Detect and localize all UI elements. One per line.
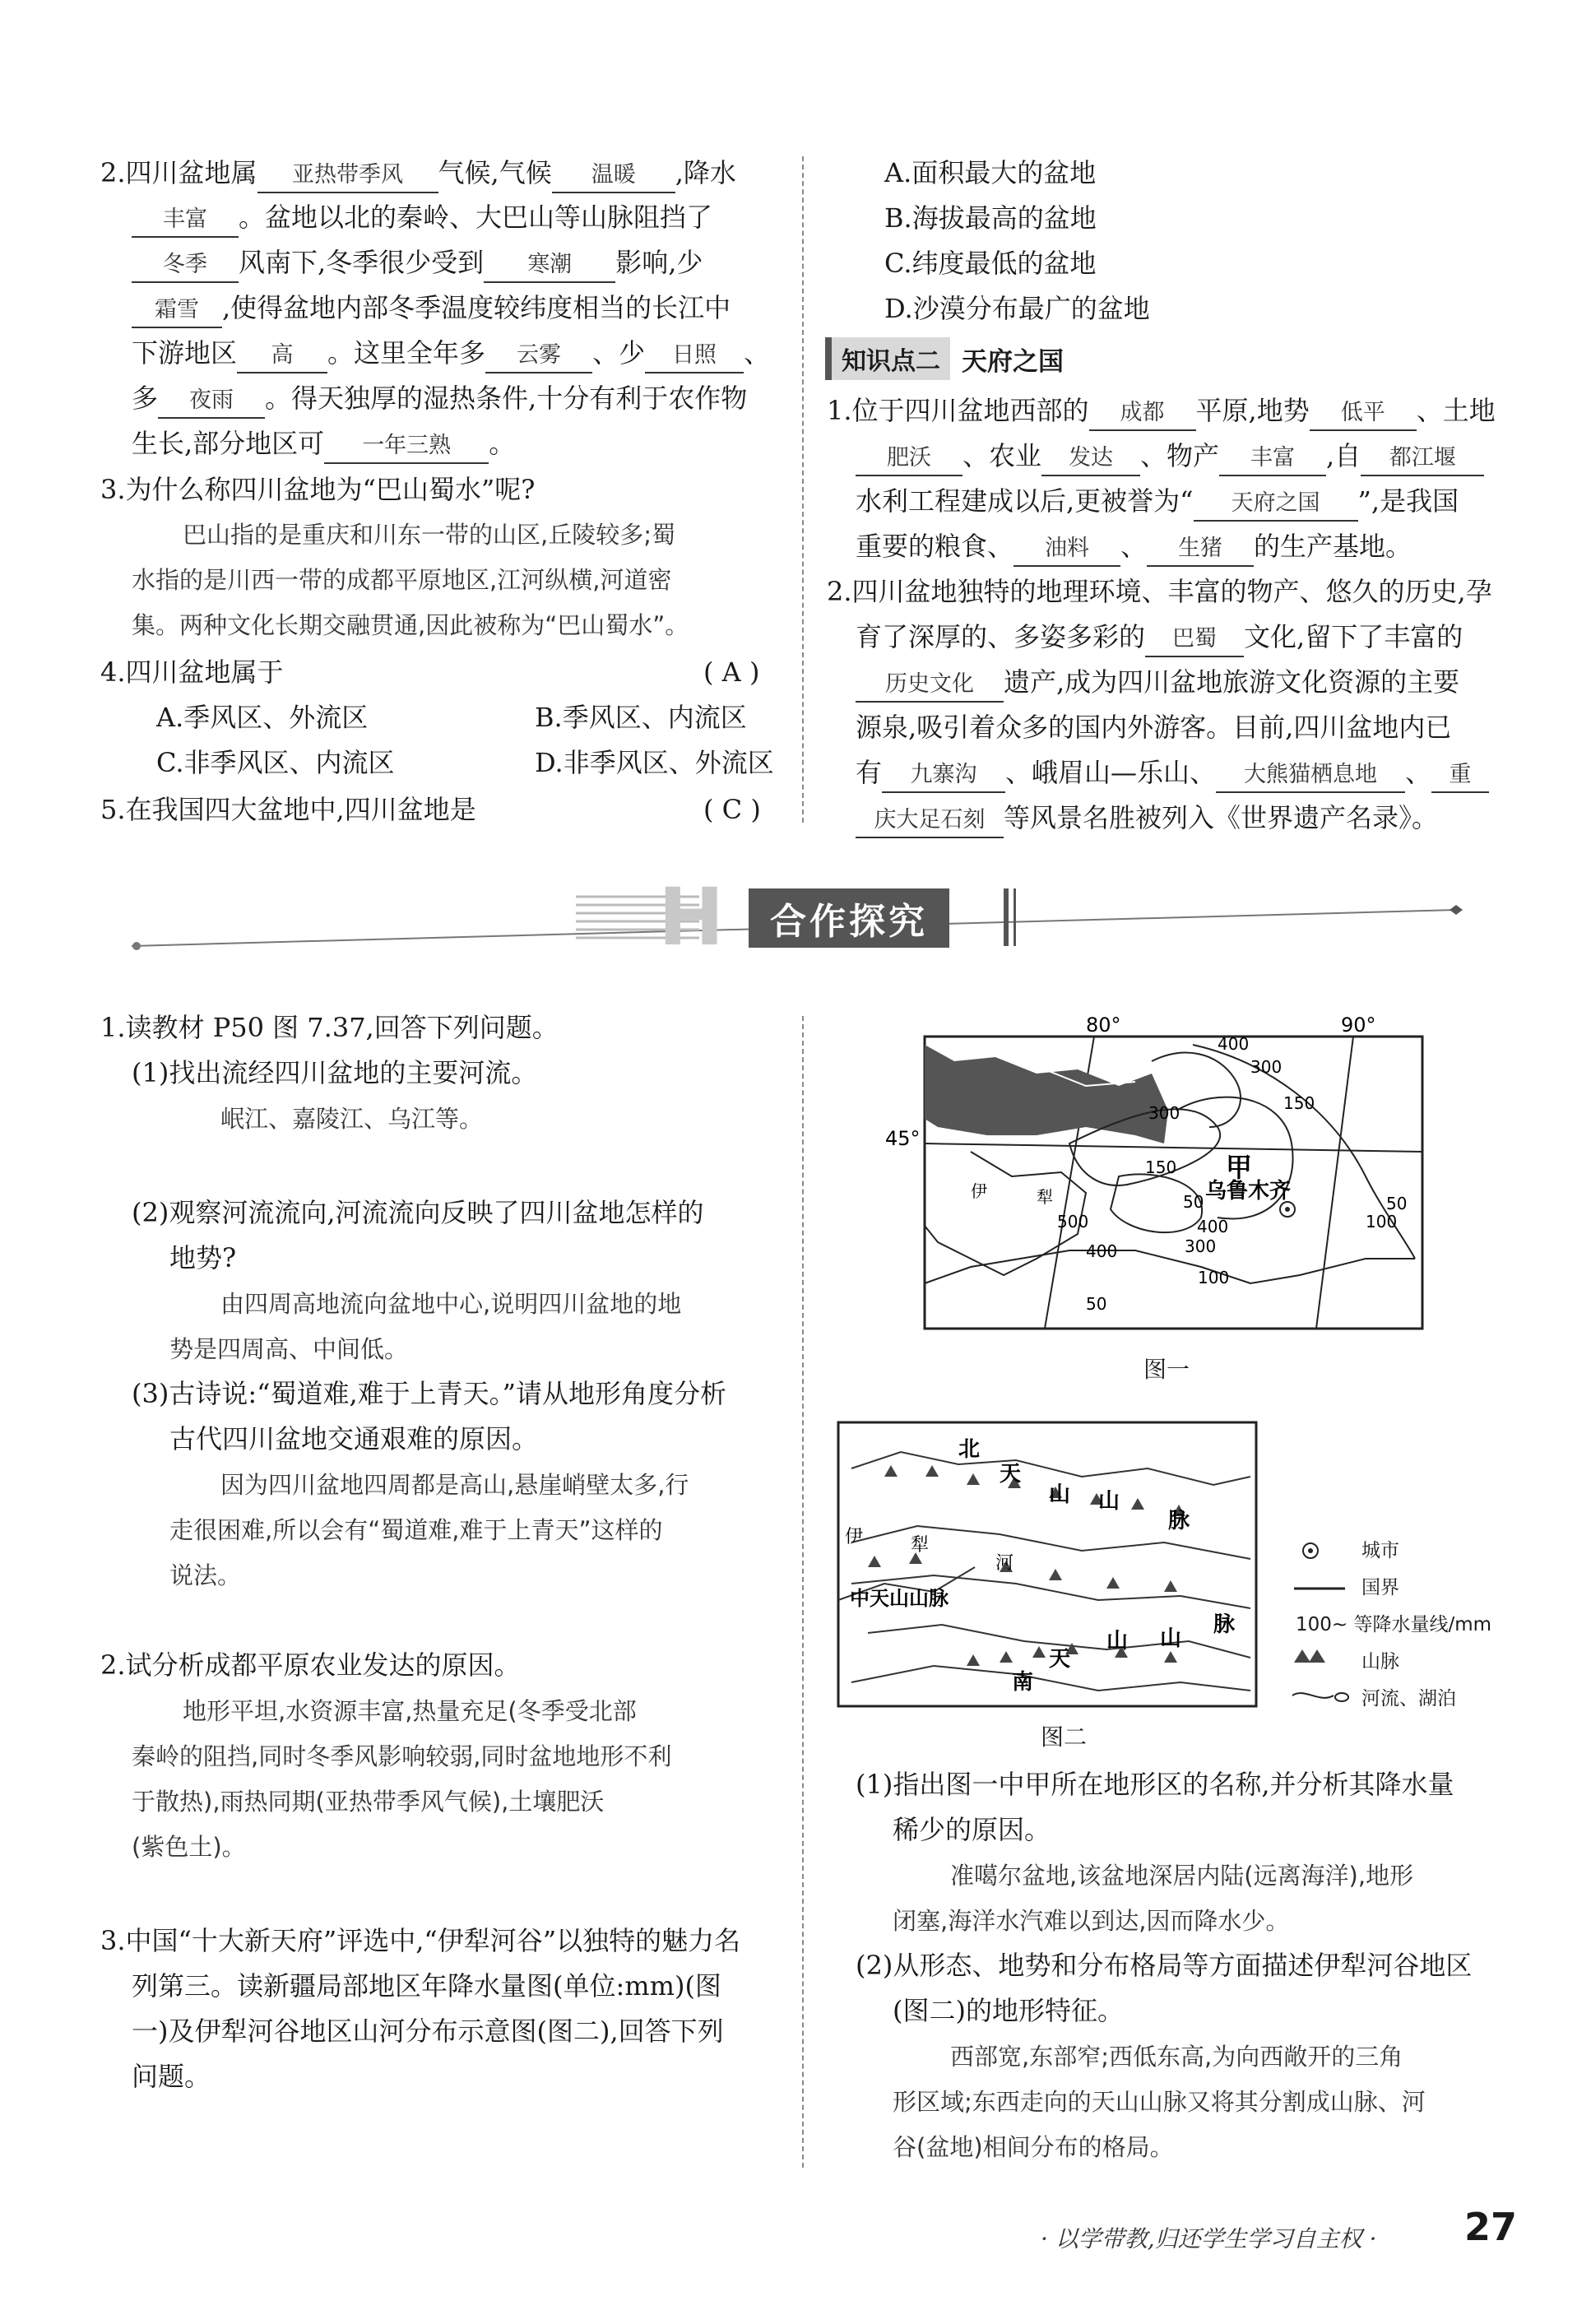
column-divider-2 (802, 1016, 804, 2168)
c-q1-3: (3)古诗说:“蜀道难,难于上青天。”请从地形角度分析 (132, 1378, 727, 1409)
c-a1-2: 由四周高地流向盆地中心,说明四川盆地的地 (220, 1290, 682, 1318)
c-a1-3c: 说法。 (169, 1561, 242, 1589)
k1-blank: 肥沃 (856, 442, 962, 476)
svg-text:300: 300 (1185, 1236, 1217, 1256)
svg-text:400: 400 (1218, 1034, 1250, 1054)
q2-line7: 生长,部分地区可 一年三熟 。 (132, 421, 515, 466)
svg-text:100: 100 (1366, 1212, 1398, 1232)
q5-option-d: D.沙漠分布最广的盆地 (884, 293, 1150, 324)
q3-answer: 巴山指的是重庆和川东一带的山区,丘陵较多;蜀 (183, 521, 675, 549)
c-a1-2b: 势是四周高、中间低。 (169, 1335, 409, 1363)
k1-line4: 重要的粮食、 油料 、 生猪 的生产基地。 (856, 524, 1412, 568)
c-q3b: 列第三。读新疆局部地区年降水量图(单位:mm)(图 (132, 1970, 721, 2002)
q2-blank: 寒潮 (484, 248, 615, 283)
page-number: 27 (1463, 2205, 1517, 2249)
q5-option-c: C.纬度最低的盆地 (884, 248, 1097, 279)
svg-text:天: 天 (1049, 1647, 1071, 1672)
svg-text:山: 山 (1049, 1482, 1071, 1507)
knowledge-title: 天府之国 (962, 346, 1064, 377)
figure1-caption: 图一 (1143, 1356, 1190, 1383)
q3-question: 3.为什么称四川盆地为“巴山蜀水”呢? (100, 474, 536, 505)
c-r-a1b: 闭塞,海洋水汽难以到达,因而降水少。 (893, 1907, 1290, 1935)
c-q1-2b: 地势? (169, 1242, 237, 1273)
k2-blank: 历史文化 (856, 668, 1004, 703)
svg-text:山: 山 (1160, 1626, 1182, 1651)
svg-text:山: 山 (1106, 1629, 1129, 1654)
c-q1-2: (2)观察河流流向,河流流向反映了四川盆地怎样的 (132, 1197, 704, 1228)
svg-text:犁: 犁 (1037, 1187, 1053, 1207)
svg-text:500: 500 (1057, 1212, 1089, 1232)
q2-blank: 日照 (645, 339, 744, 373)
k1-line3: 水利工程建成以后,更被誉为“ 天府之国 ”,是我国 (856, 479, 1459, 523)
c-q2: 2.试分析成都平原农业发达的原因。 (100, 1649, 521, 1681)
c-a1-1: 岷江、嘉陵江、乌江等。 (220, 1105, 484, 1133)
k2-line6: 庆大足石刻 等风景名胜被列入《世界遗产名录》。 (856, 796, 1438, 840)
k1-blank: 都江堰 (1361, 442, 1484, 476)
svg-text:50: 50 (1386, 1194, 1408, 1213)
k1-line2: 肥沃 、农业 发达 、物产 丰富 ,自 都江堰 (856, 434, 1484, 478)
urumqi-label: 乌鲁木齐 (1205, 1179, 1292, 1204)
q2-line4: 霜雪 ,使得盆地内部冬季温度较纬度相当的长江中 (132, 285, 731, 330)
c-q1-3b: 古代四川盆地交通艰难的原因。 (169, 1423, 539, 1454)
k1-blank: 低平 (1310, 397, 1417, 431)
q2-line3: 冬季 风南下,冬季很少受到 寒潮 影响,少 (132, 240, 703, 285)
c-r-q1: (1)指出图一中甲所在地形区的名称,并分析其降水量 (856, 1769, 1454, 1800)
c-q3: 3.中国“十大新天府”评选中,“伊犁河谷”以独特的魅力名 (100, 1925, 741, 1956)
q2-blank: 一年三熟 (324, 429, 489, 464)
lat-label: 45° (885, 1127, 921, 1150)
c-a1-3: 因为四川盆地四周都是高山,悬崖峭壁太多,行 (220, 1471, 689, 1499)
c-a2c: 于散热),雨热同期(亚热带季风气候),土壤肥沃 (132, 1788, 605, 1816)
q2-line1: 2.四川盆地属 亚热带季风 气候,气候 温暖 ,降水 (100, 151, 736, 195)
banner-letter: H (658, 871, 725, 963)
k1-blank: 丰富 (1219, 442, 1326, 476)
c-r-a2b: 形区域;东西走向的天山山脉又将其分割成山脉、河 (893, 2088, 1426, 2116)
jia-label: 甲 (1226, 1152, 1253, 1183)
q5-option-b: B.海拔最高的盆地 (884, 202, 1097, 234)
svg-text:400: 400 (1086, 1241, 1118, 1261)
svg-text:南: 南 (1012, 1670, 1034, 1695)
q2-blank: 云雾 (485, 339, 592, 373)
q4-option-c: C.非季风区、内流区 (156, 747, 395, 778)
q4-question: 4.四川盆地属于 (100, 656, 284, 688)
svg-text:河: 河 (995, 1553, 1014, 1574)
mountain-icon (1294, 1649, 1325, 1663)
svg-text:伊: 伊 (845, 1527, 864, 1547)
k1-blank: 生猪 (1147, 532, 1254, 567)
k1-line1: 1.位于四川盆地西部的 成都 平原,地势 低平 、土地 (827, 388, 1496, 433)
figure2-ili-map (835, 1419, 1263, 1715)
river-icon (1292, 1693, 1334, 1698)
c-r-q2b: (图二)的地形特征。 (893, 1995, 1124, 2026)
k2-line5: 有 九寨沟 、峨眉山—乐山、 大熊猫栖息地 、 重 (856, 750, 1489, 795)
q2-blank: 亚热带季风 (257, 159, 438, 193)
lon-label: 90° (1341, 1014, 1376, 1037)
q4-answer: ( A ) (703, 656, 760, 688)
legend-isoline: 100∼ 等降水量线/mm (1296, 1614, 1492, 1635)
c-r-a2: 西部宽,东部窄;西低东高,为向西敞开的三角 (950, 2043, 1403, 2071)
c-r-q2: (2)从形态、地势和分布格局等方面描述伊犁河谷地区 (856, 1950, 1473, 1981)
q5-option-a: A.面积最大的盆地 (884, 157, 1097, 188)
legend-city: 城市 (1361, 1540, 1399, 1561)
q5-answer: ( C ) (703, 794, 761, 825)
legend-border: 国界 (1361, 1577, 1399, 1598)
q2-line2: 丰富 。盆地以北的秦岭、大巴山等山脉阻挡了 (132, 195, 712, 239)
svg-text:脉: 脉 (1213, 1612, 1236, 1637)
c-q1: 1.读教材 P50 图 7.37,回答下列问题。 (100, 1012, 559, 1043)
k2-line3: 历史文化 遗产,成为四川盆地旅游文化资源的主要 (856, 660, 1459, 704)
knowledge-badge: 知识点二 (825, 337, 950, 380)
svg-text:山: 山 (1098, 1489, 1120, 1514)
k2-blank: 重 (1431, 758, 1489, 793)
k2-blank: 巴蜀 (1145, 623, 1244, 657)
c-a2b: 秦岭的阻挡,同时冬季风影响较弱,同时盆地地形不利 (132, 1742, 672, 1770)
legend-mountain: 山脉 (1361, 1651, 1399, 1672)
svg-text:100: 100 (1198, 1268, 1230, 1287)
knowledge-point-header (825, 337, 1064, 380)
svg-text:脉: 脉 (1168, 1509, 1190, 1533)
k1-blank: 成都 (1089, 397, 1196, 431)
c-r-q1b: 稀少的原因。 (893, 1814, 1051, 1845)
q2-blank: 夜雨 (158, 384, 265, 419)
svg-text:50: 50 (1086, 1294, 1107, 1314)
svg-text:犁: 犁 (911, 1535, 930, 1556)
c-a2d: (紫色土)。 (132, 1833, 246, 1861)
q5-question: 5.在我国四大盆地中,四川盆地是 (100, 794, 476, 825)
svg-text:天: 天 (1000, 1462, 1022, 1487)
svg-text:50: 50 (1183, 1192, 1204, 1212)
figure1-precip-map (885, 1012, 1431, 1374)
legend-river: 河流、湖泊 (1361, 1688, 1456, 1709)
q3-answer: 集。两种文化长期交融贯通,因此被称为“巴山蜀水”。 (132, 611, 689, 639)
svg-text:150: 150 (1145, 1157, 1177, 1177)
c-q3d: 问题。 (132, 2061, 211, 2092)
q2-line6: 多 夜雨 。得天独厚的湿热条件,十分有利于农作物 (132, 376, 747, 420)
svg-text:伊: 伊 (971, 1181, 987, 1201)
q2-blank: 高 (237, 339, 327, 373)
lake-icon (1335, 1693, 1348, 1701)
section-title: 合作探究 (749, 888, 949, 948)
q4-option-d: D.非季风区、外流区 (535, 747, 774, 778)
column-divider (802, 156, 804, 823)
q2-blank: 丰富 (132, 203, 239, 238)
c-r-a2c: 谷(盆地)相间分布的格局。 (893, 2133, 1174, 2161)
c-r-a1: 准噶尔盆地,该盆地深居内陆(远离海洋),地形 (950, 1862, 1414, 1890)
c-a2: 地形平坦,水资源丰富,热量充足(冬季受北部 (183, 1697, 637, 1725)
q2-blank: 霜雪 (132, 294, 222, 328)
k2-blank: 大熊猫栖息地 (1216, 758, 1405, 793)
q3-answer: 水指的是川西一带的成都平原地区,江河纵横,河道密 (132, 566, 672, 594)
lon-label: 80° (1086, 1014, 1121, 1037)
q2-blank: 冬季 (132, 248, 239, 283)
figure2-caption: 图二 (1041, 1723, 1088, 1751)
c-q1-1: (1)找出流经四川盆地的主要河流。 (132, 1057, 538, 1088)
svg-text:300: 300 (1148, 1103, 1180, 1123)
svg-text:400: 400 (1197, 1217, 1229, 1236)
k2-line1: 2.四川盆地独特的地理环境、丰富的物产、悠久的历史,孕 (827, 576, 1492, 607)
q4-option-b: B.季风区、内流区 (535, 702, 747, 733)
k2-blank: 九寨沟 (882, 758, 1005, 793)
k1-blank: 天府之国 (1194, 487, 1358, 522)
svg-text:中天山山脉: 中天山山脉 (850, 1587, 949, 1610)
k2-line2: 育了深厚的、多姿多彩的 巴蜀 文化,留下了丰富的 (856, 615, 1463, 659)
svg-text:北: 北 (958, 1437, 981, 1462)
q4-option-a: A.季风区、外流区 (156, 702, 369, 733)
svg-text:150: 150 (1283, 1093, 1315, 1113)
q2-blank: 温暖 (552, 159, 675, 193)
footer-motto: · 以学带教,归还学生学习自主权 · (1041, 2225, 1377, 2252)
k1-blank: 油料 (1014, 532, 1120, 567)
svg-text:300: 300 (1250, 1057, 1283, 1077)
c-a1-3b: 走很困难,所以会有“蜀道难,难于上青天”这样的 (169, 1516, 663, 1544)
k1-blank: 发达 (1041, 442, 1140, 476)
q2-line5: 下游地区 高 。这里全年多 云雾 、少 日照 、 (132, 331, 770, 375)
k2-blank: 庆大足石刻 (856, 804, 1004, 838)
c-q3c: 一)及伊犁河谷地区山河分布示意图(图二),回答下列 (132, 2016, 724, 2047)
k2-line4: 源泉,吸引着众多的国内外游客。目前,四川盆地内已 (856, 712, 1452, 743)
